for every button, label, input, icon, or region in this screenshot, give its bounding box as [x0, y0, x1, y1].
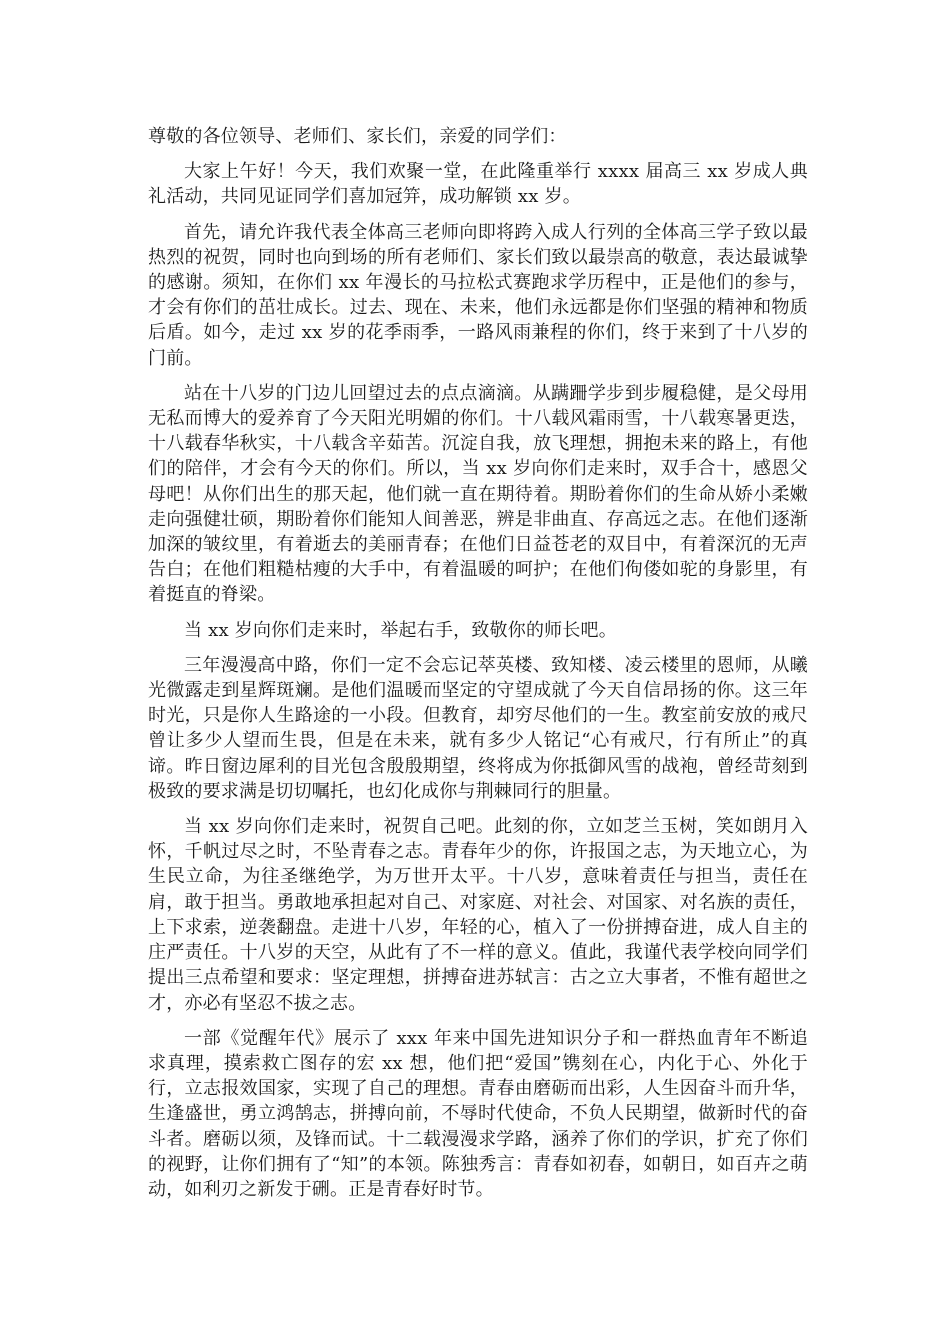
paragraph-salute-teachers: 当 xx 岁向你们走来时，举起右手，致敬你的师长吧。 — [184, 619, 617, 641]
paragraph-teachers: 三年漫漫高中路，你们一定不会忘记萃英楼、致知楼、凌云楼里的恩师，从曦光微露走到星辉斑斓。是他们温暖而坚定的守望成就了今天自信昂扬的你。这三年时光，只是你人生路途的一小段。但教育，却穷尽他们的一生。教室前安放的戒尺曾让多少人望而生畏，但是在未来，就有多少人铭记“心有戒尺，行有所止”的真谛。昨日窗边犀利的目光包含殷殷期望，终将成为你抵御风雪的战袍，曾经苛刻到极致的要求满是切切嘱托，也幻化成你与荆棘同行的胆量。 — [148, 654, 808, 802]
paragraph-awakening-age: 一部《觉醒年代》展示了 xxx 年来中国先进知识分子和一群热血青年不断追求真理，摸索救亡图存的宏 xx 想，他们把“爱国”镌刻在心，内化于心、外化于行，立志报效国家，实现了自己的理想。青春由磨砺而出彩，人生因奋斗而升华，生逢盛世，勇立鸿鹄志，拼搏向前，不辱时代使命，不负人民期望，做新时代的奋斗者。磨砺以须，及锋而试。十二载漫漫求学路，涵养了你们的学识，扩充了你们的视野，让你们拥有了“知”的本领。陈独秀言：青春如初春，如朝日，如百卉之萌动，如利刃之新发于硎。正是青春好时节。 — [148, 1027, 808, 1200]
paragraph-greeting: 大家上午好！今天，我们欢聚一堂，在此隆重举行 xxxx 届高三 xx 岁成人典礼活动，共同见证同学们喜加冠笄，成功解锁 xx 岁。 — [148, 161, 808, 208]
speech-body — [148, 124, 808, 1212]
paragraph-self: 当 xx 岁向你们走来时，祝贺自己吧。此刻的你，立如芝兰玉树，笑如朗月入怀，千帆过尽之时，不坠青春之志。青春年少的你，许报国之志，为天地立心，为生民立命，为往圣继绝学，为万世开太平。十八岁，意味着责任与担当，责任在肩，敢于担当。勇敢地承担起对自己、对家庭、对社会、对国家、对名族的责任，上下求索，逆袭翻盘。走进十八岁，年轻的心，植入了一份拼搏奋进，成人自主的庄严责任。十八岁的天空，从此有了不一样的意义。值此，我谨代表学校向同学们提出三点希望和要求：坚定理想，拼搏奋进苏轼言：古之立大事者，不惟有超世之才，亦必有坚忍不拔之志。 — [148, 816, 808, 1014]
paragraph-parents: 站在十八岁的门边儿回望过去的点点滴滴。从蹒跚学步到步履稳健，是父母用无私而博大的爱养育了今天阳光明媚的你们。十八载风霜雨雪，十八载寒暑更迭，十八载春华秋实，十八载含辛茹苦。沉淀自我，放飞理想，拥抱未来的路上，有他们的陪伴，才会有今天的你们。所以，当 xx 岁向你们走来时，双手合十，感恩父母吧！从你们出生的那天起，他们就一直在期待着。期盼着你们的生命从娇小柔嫩走向强健壮硕，期盼着你们能知人间善恶，辨是非曲直、存高远之志。在他们逐渐加深的皱纹里，有着逝去的美丽青春；在他们日益苍老的双目中，有着深沉的无声告白；在他们粗糙枯瘦的大手中，有着温暖的呵护；在他们佝偻如驼的身影里，有着挺直的脊梁。 — [148, 382, 808, 606]
salutation: 尊敬的各位领导、老师们、家长们，亲爱的同学们： — [148, 126, 567, 147]
paragraph-thanks: 首先，请允许我代表全体高三老师向即将跨入成人行列的全体高三学子致以最热烈的祝贺，同时也向到场的所有老师们、家长们致以最崇高的敬意，表达最诚挚的感谢。须知，在你们 xx 年漫长的马拉松式赛跑求学历程中，正是他们的参与，才会有你们的茁壮成长。过去、现在、未来，他们永远都是你们坚强的精神和物质后盾。如今，走过 xx 岁的花季雨季，一路风雨兼程的你们，终于来到了十八岁的门前。 — [148, 221, 808, 369]
